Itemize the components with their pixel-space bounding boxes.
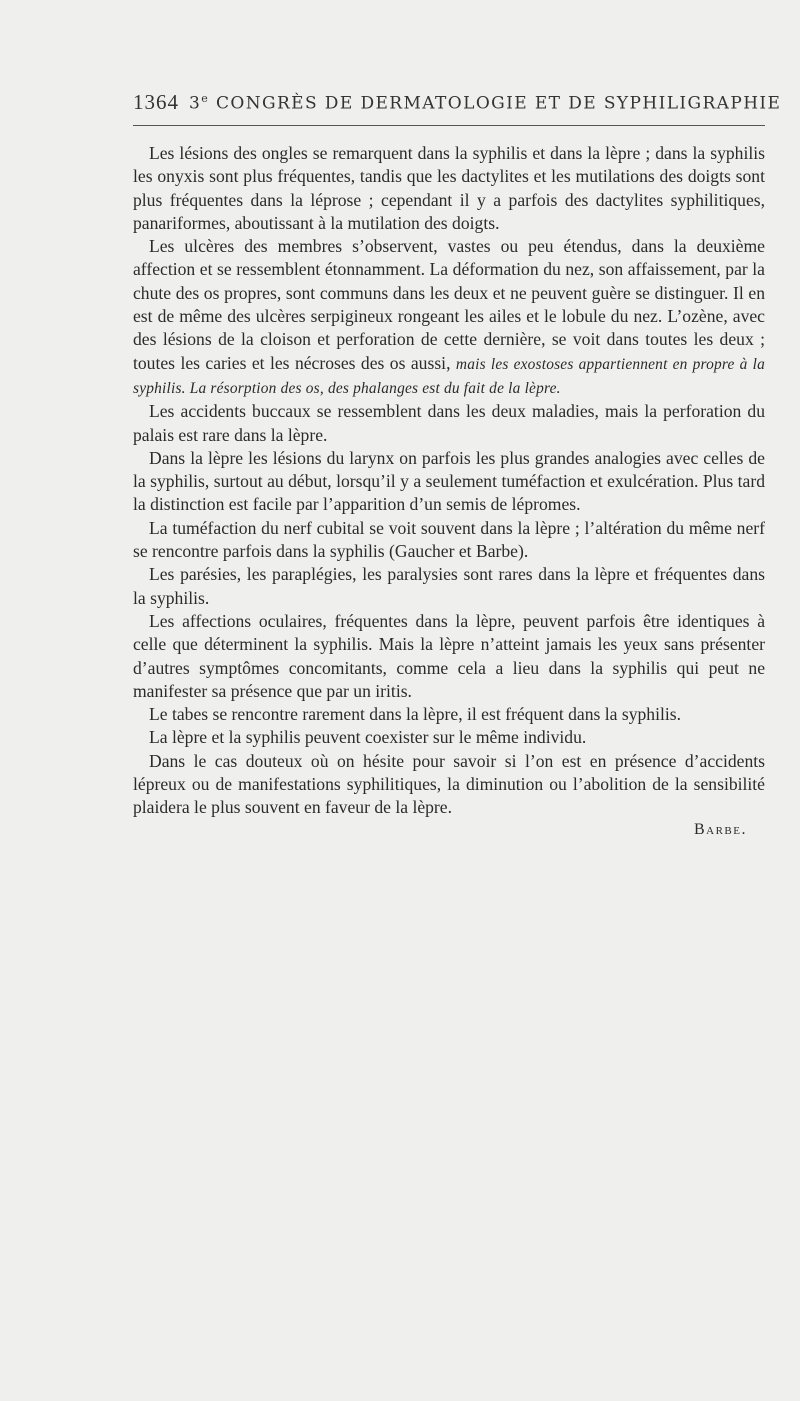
author-signature: Barbe. (693, 820, 747, 838)
paragraph-paresis: Les parésies, les paraplégies, les paralysies sont rares dans la lèpre et fréquentes dans la syphilis. (133, 564, 765, 608)
paragraph-cubital-nerve: La tuméfaction du nerf cubital se voit souvent dans la lèpre ; l’altération du même nerf se rencontre parfois dans la syphilis (Gaucher et Barbe). (133, 517, 765, 562)
paragraph-buccal: Les accidents buccaux se ressemblent dans les deux maladies, mais la perforation du palais est rare dans la lèpre. (133, 401, 765, 445)
running-title (189, 92, 781, 114)
paragraph-nails: Les lésions des ongles se remarquent dans la syphilis et dans la lèpre ; dans la syphilis les onyxis sont plus fréquentes, tandis que les dactylites et les mutilations des doigts sont plus fréquentes dans la léprose ; cependant il y a parfois des dactylites syphilitiques, panariformes, aboutissant à la mutilation des doigts. (133, 143, 765, 233)
paragraph-ulcers (133, 235, 765, 400)
page-number: 1364 (133, 90, 179, 114)
paragraph-coexist: La lèpre et la syphilis peuvent coexister sur le même individu. (149, 727, 587, 748)
congress-title: CONGRÈS DE DERMATOLOGIE ET DE SYPHILIGRAPHIE (215, 94, 782, 114)
running-header (133, 90, 782, 126)
paragraph-tabes: Le tabes se rencontre rarement dans la lèpre, il est fréquent dans la syphilis. (149, 704, 682, 725)
paragraph-ulcers-text: Les ulcères des membres s’observent, vastes ou peu étendus, dans la deuxième affection et se ressemblent étonnamment. La déformation du nez, son affaissement, par la chute des os propres, sont communs dans les deux et ne peuvent guère se distinguer. Il en est de même des ulcères serpigineux rongeant les ailes et le lobule du nez. L’ozène, avec des lésions de la cloison et perforation de cette dernière, se voit dans toutes les deux ; toutes les caries et les nécroses des os aussi, (133, 236, 765, 373)
paragraph-ocular: Les affections oculaires, fréquentes dans la lèpre, peuvent parfois être identiques à celle que déterminent la syphilis. Mais la lèpre n’atteint jamais les yeux sans présenter d’autres symptômes concomitants, comme cela a lieu dans la syphilis qui peut ne manifester sa présence que par un iritis. (133, 610, 765, 701)
paragraph-doubtful: Dans le cas douteux où on hésite pour savoir si l’on est en présence d’accidents lépreux ou de manifestations syphilitiques, la diminution ou l’abolition de la sensibilité plaidera le plus souvent en faveur de la lèpre. (133, 750, 765, 818)
italic-exostoses: mais les exostoses appartiennent en propre à la syphilis. La résorption des os, des phalanges est du fait de la lèpre. (133, 355, 765, 397)
article-body (133, 142, 765, 820)
ordinal-suffix: e (201, 92, 210, 106)
congress-ordinal: 3 (189, 94, 202, 114)
paragraph-larynx: Dans la lèpre les lésions du larynx on parfois les plus grandes analogies avec celles de la syphilis, surtout au début, lorsqu’il y a seulement tuméfaction et exulcération. Plus tard la distinction est facile par l’apparition d’un semis de lépromes. (133, 447, 765, 515)
